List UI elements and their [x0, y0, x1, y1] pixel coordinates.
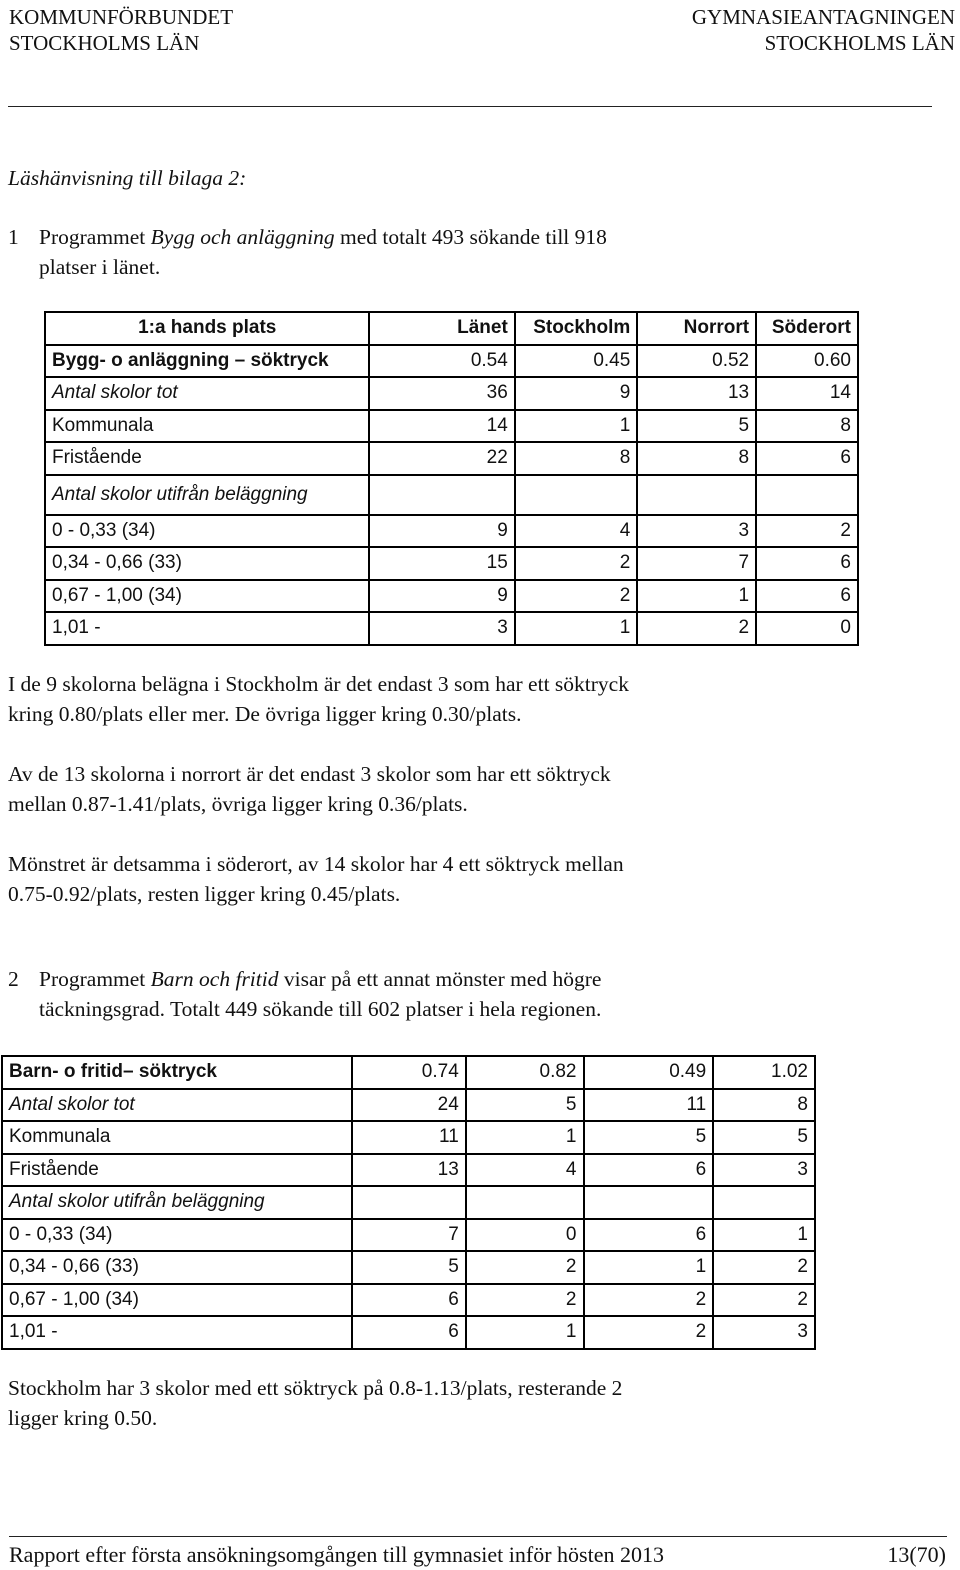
- table-row: [2, 1251, 815, 1284]
- cell-value: 3: [713, 1316, 815, 1349]
- header-dept-line2: STOCKHOLMS LÄN: [764, 31, 955, 55]
- table-row: [2, 1121, 815, 1154]
- cell-value: 1: [466, 1316, 584, 1349]
- section-2-table: [1, 1055, 816, 1350]
- cell-value: 0: [466, 1219, 584, 1252]
- cell-value: 4: [466, 1154, 584, 1187]
- cell-value: 9: [369, 515, 514, 548]
- cell-value: 15: [369, 547, 514, 580]
- row-label: 0,67 - 1,00 (34): [45, 580, 369, 613]
- cell-value: 9: [515, 377, 638, 410]
- section-2-para1-line1: Stockholm har 3 skolor med ett söktryck på 0.8-1.13/plats, resterande 2: [8, 1376, 623, 1400]
- table-row: [2, 1056, 815, 1089]
- table-row: [45, 345, 858, 378]
- section-1-para3-line1: Mönstret är detsamma i söderort, av 14 skolor har 4 ett söktryck mellan: [8, 852, 624, 876]
- row-label: 0 - 0,33 (34): [2, 1219, 352, 1252]
- table-row: [45, 475, 858, 515]
- cell-value: [756, 475, 858, 515]
- table-header-cell: Stockholm: [515, 312, 638, 345]
- cell-value: 3: [637, 515, 756, 548]
- cell-value: 0.45: [515, 345, 638, 378]
- table-row: [2, 1284, 815, 1317]
- section-1-para2-line1: Av de 13 skolorna i norrort är det endast 3 skolor som har ett söktryck: [8, 762, 611, 786]
- cell-value: 2: [756, 515, 858, 548]
- cell-value: 3: [713, 1154, 815, 1187]
- table-row: [45, 377, 858, 410]
- cell-value: 1: [713, 1219, 815, 1252]
- table-header-cell: 1:a hands plats: [45, 312, 369, 345]
- row-label: 0,34 - 0,66 (33): [45, 547, 369, 580]
- cell-value: 7: [637, 547, 756, 580]
- cell-value: 6: [756, 547, 858, 580]
- cell-value: 14: [369, 410, 514, 443]
- header-org-line1: KOMMUNFÖRBUNDET: [9, 5, 234, 29]
- table-row: [2, 1186, 815, 1219]
- cell-value: 6: [584, 1219, 714, 1252]
- cell-value: 13: [637, 377, 756, 410]
- cell-value: 1: [584, 1251, 714, 1284]
- table-row: [45, 547, 858, 580]
- table-header-cell: Norrort: [637, 312, 756, 345]
- cell-value: [713, 1186, 815, 1219]
- cell-value: 2: [515, 580, 638, 613]
- cell-value: [584, 1186, 714, 1219]
- reading-guide-heading: Läshänvisning till bilaga 2:: [8, 166, 247, 190]
- cell-value: 2: [584, 1284, 714, 1317]
- cell-value: 5: [466, 1089, 584, 1122]
- cell-value: 6: [352, 1284, 466, 1317]
- cell-value: 0.54: [369, 345, 514, 378]
- cell-value: 6: [352, 1316, 466, 1349]
- table-header-row: [45, 312, 858, 345]
- row-label: 1,01 -: [2, 1316, 352, 1349]
- cell-value: 14: [756, 377, 858, 410]
- section-2-program-name: Barn och fritid: [150, 967, 279, 991]
- cell-value: 0.60: [756, 345, 858, 378]
- cell-value: 2: [584, 1316, 714, 1349]
- cell-value: 2: [713, 1284, 815, 1317]
- row-label: 0,67 - 1,00 (34): [2, 1284, 352, 1317]
- cell-value: 0: [756, 612, 858, 645]
- header-divider: [8, 106, 932, 107]
- table-row: [2, 1154, 815, 1187]
- cell-value: 3: [369, 612, 514, 645]
- cell-value: 5: [637, 410, 756, 443]
- section-2-intro-line1: Programmet Barn och fritid visar på ett annat mönster med högre: [39, 967, 602, 991]
- header-dept-line1: GYMNASIEANTAGNINGEN: [691, 5, 955, 29]
- footer-report-title: Rapport efter första ansökningsomgången till gymnasiet inför hösten 2013: [9, 1542, 664, 1567]
- cell-value: 5: [713, 1121, 815, 1154]
- table-row: [2, 1316, 815, 1349]
- table-header-cell: Söderort: [756, 312, 858, 345]
- table-row: [45, 612, 858, 645]
- cell-value: 7: [352, 1219, 466, 1252]
- cell-value: 1: [515, 410, 638, 443]
- cell-value: 0.52: [637, 345, 756, 378]
- section-1-para1-line2: kring 0.80/plats eller mer. De övriga ligger kring 0.30/plats.: [8, 702, 522, 726]
- section-1-number: 1: [8, 225, 19, 249]
- cell-value: 1: [466, 1121, 584, 1154]
- row-label: 0 - 0,33 (34): [45, 515, 369, 548]
- row-label: Fristående: [2, 1154, 352, 1187]
- cell-value: [352, 1186, 466, 1219]
- cell-value: 1: [515, 612, 638, 645]
- cell-value: 6: [584, 1154, 714, 1187]
- cell-value: 0.74: [352, 1056, 466, 1089]
- cell-value: 8: [515, 442, 638, 475]
- table-row: [2, 1089, 815, 1122]
- cell-value: 0.49: [584, 1056, 714, 1089]
- row-label: Bygg- o anläggning – söktryck: [45, 345, 369, 378]
- section-2-intro-line2: täckningsgrad. Totalt 449 sökande till 602 platser i hela regionen.: [39, 997, 602, 1021]
- cell-value: 9: [369, 580, 514, 613]
- table-row: [45, 410, 858, 443]
- section-1-table: [44, 311, 859, 646]
- table-row: [45, 442, 858, 475]
- cell-value: 4: [515, 515, 638, 548]
- row-label: Antal skolor utifrån beläggning: [2, 1186, 352, 1219]
- cell-value: 6: [756, 442, 858, 475]
- cell-value: [637, 475, 756, 515]
- table-row: [45, 580, 858, 613]
- row-label: Antal skolor utifrån beläggning: [45, 475, 369, 515]
- cell-value: 5: [584, 1121, 714, 1154]
- row-label: Antal skolor tot: [2, 1089, 352, 1122]
- section-1-intro-line1: Programmet Bygg och anläggning med totalt 493 sökande till 918: [39, 225, 607, 249]
- table-header-cell: Länet: [369, 312, 514, 345]
- table-row: [45, 515, 858, 548]
- row-label: Fristående: [45, 442, 369, 475]
- cell-value: 2: [466, 1284, 584, 1317]
- section-1-program-name: Bygg och anläggning: [150, 225, 335, 249]
- header-right: [692, 4, 955, 56]
- section-2-number: 2: [8, 967, 19, 991]
- section-2-para1-line2: ligger kring 0.50.: [8, 1406, 158, 1430]
- row-label: Barn- o fritid– söktryck: [2, 1056, 352, 1089]
- cell-value: 11: [352, 1121, 466, 1154]
- section-1-para1-line1: I de 9 skolorna belägna i Stockholm är det endast 3 som har ett söktryck: [8, 672, 629, 696]
- cell-value: 0.82: [466, 1056, 584, 1089]
- row-label: Kommunala: [2, 1121, 352, 1154]
- footer-page-number: 13(70): [887, 1542, 946, 1567]
- row-label: 1,01 -: [45, 612, 369, 645]
- cell-value: [369, 475, 514, 515]
- section-1-para2-line2: mellan 0.87-1.41/plats, övriga ligger kring 0.36/plats.: [8, 792, 468, 816]
- cell-value: 8: [756, 410, 858, 443]
- header-left: [9, 4, 233, 56]
- cell-value: 36: [369, 377, 514, 410]
- cell-value: 8: [637, 442, 756, 475]
- table-row: [2, 1219, 815, 1252]
- cell-value: 8: [713, 1089, 815, 1122]
- cell-value: 2: [713, 1251, 815, 1284]
- cell-value: [466, 1186, 584, 1219]
- cell-value: 6: [756, 580, 858, 613]
- cell-value: 11: [584, 1089, 714, 1122]
- cell-value: 24: [352, 1089, 466, 1122]
- cell-value: 13: [352, 1154, 466, 1187]
- row-label: Antal skolor tot: [45, 377, 369, 410]
- section-1-para3-line2: 0.75-0.92/plats, resten ligger kring 0.45/plats.: [8, 882, 401, 906]
- cell-value: 5: [352, 1251, 466, 1284]
- cell-value: 1: [637, 580, 756, 613]
- row-label: Kommunala: [45, 410, 369, 443]
- header-org-line2: STOCKHOLMS LÄN: [9, 31, 200, 55]
- cell-value: 2: [466, 1251, 584, 1284]
- cell-value: 22: [369, 442, 514, 475]
- section-1-intro-line2: platser i länet.: [39, 255, 161, 279]
- row-label: 0,34 - 0,66 (33): [2, 1251, 352, 1284]
- cell-value: [515, 475, 638, 515]
- cell-value: 2: [515, 547, 638, 580]
- footer-divider: [9, 1536, 947, 1537]
- cell-value: 2: [637, 612, 756, 645]
- cell-value: 1.02: [713, 1056, 815, 1089]
